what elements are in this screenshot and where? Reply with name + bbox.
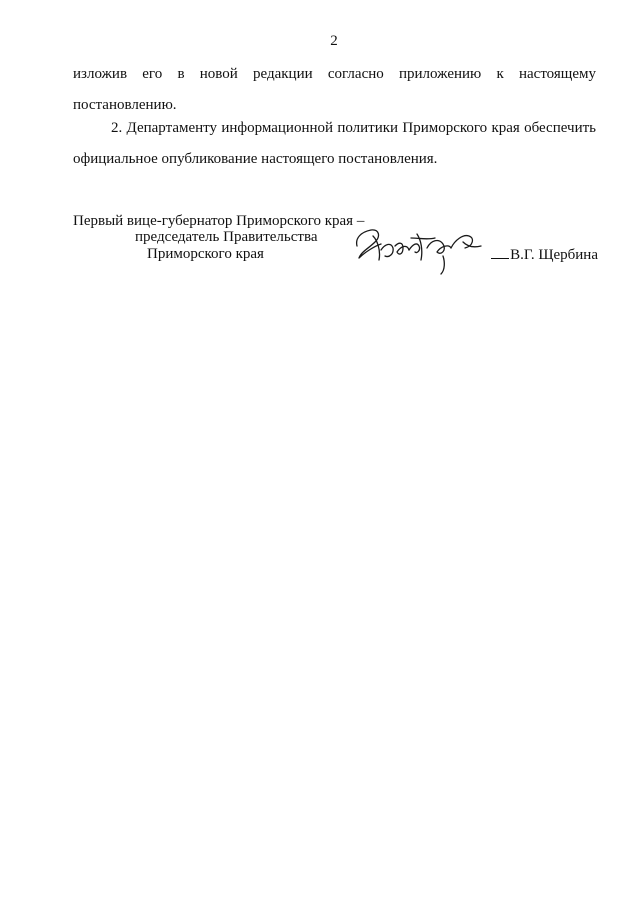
body-text — [73, 59, 596, 121]
signatory-name-text: В.Г. Щербина — [510, 247, 598, 263]
signature-block — [73, 212, 598, 272]
signatory-title-line-2: председатель Правительства — [135, 229, 318, 245]
paragraph-item-2: 2. Департаменту информационной политики Приморского края обеспечить официальное опубликование настоящего постановления. — [73, 120, 596, 167]
signatory-title-line-3: Приморского края — [147, 246, 264, 262]
signatory-name — [491, 246, 598, 264]
body-text-item-2 — [73, 113, 596, 175]
signatory-title-line-1: Первый вице-губернатор Приморского края – — [73, 213, 365, 229]
page-number: 2 — [330, 33, 338, 49]
handwritten-signature — [351, 216, 491, 278]
paragraph-continuation: изложив его в новой редакции согласно приложению к настоящему постановлению. — [73, 66, 596, 113]
signature-underline — [491, 258, 509, 259]
